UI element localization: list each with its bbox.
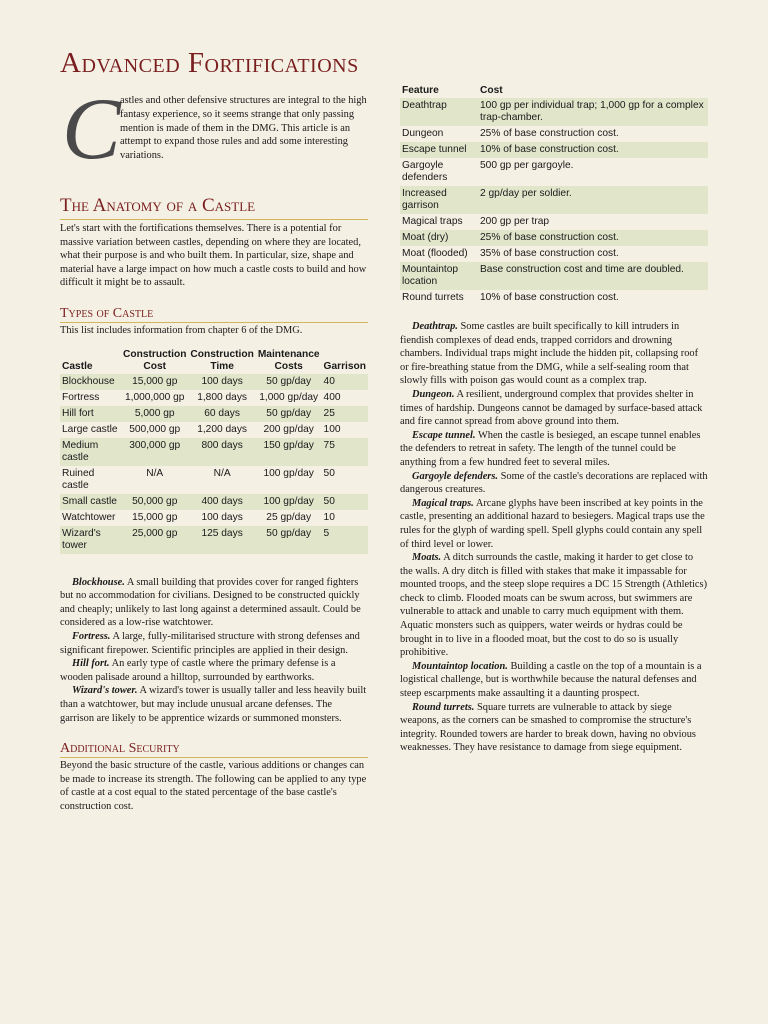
table-row [400,262,708,290]
table-row [400,98,708,126]
table-cell: 100 days [201,511,243,523]
table-header: Construction Cost [123,348,187,372]
table-cell: Wizard's tower [60,526,121,554]
table-row [400,214,708,230]
table-cell: 10% of base construction cost. [478,142,708,158]
table-row [60,422,368,438]
table-cell: N/A [146,467,164,479]
table-cell: Ruined castle [62,467,95,491]
castle-types-table [60,348,368,554]
table-cell: 5 [322,526,368,554]
table-cell: 300,000 gp [121,438,188,466]
table-cell: 150 gp/day [256,438,322,466]
table-header: Castle [62,360,93,372]
table-row [400,186,708,214]
page-title: Advanced Fortifications [60,47,359,79]
table-header: Cost [480,85,503,96]
table-cell: Blockhouse [60,374,121,390]
table-row [60,406,368,422]
table-cell: Small castle [60,494,121,510]
table-cell: Large castle [62,423,118,435]
table-header: Construction Time [190,348,254,372]
table-cell: 800 days [188,438,255,466]
table-cell: 400 [323,391,341,403]
table-cell: 50 gp/day [256,526,322,554]
types-paragraph: This list includes information from chapter 6 of the DMG. [60,324,303,336]
drop-cap: C [62,81,121,178]
table-cell: 125 days [188,526,255,554]
table-cell: 25,000 gp [121,526,188,554]
intro-block [60,81,368,178]
table-cell: 25 [322,406,368,422]
castle-desc: Fortress. A large, fully-militarised structure with strong defenses and significant firepower. Scientific principles are applied in their design. [60,630,360,656]
feature-desc: Escape tunnel. When the castle is besieged, an escape tunnel enables the defenders to retreat in safety. The length of the tunnel could be anything from a few hundred feet to several miles. [400,429,701,468]
table-cell: 1,000,000 gp [124,391,185,403]
table-cell: Hill fort [60,406,121,422]
table-cell: 25% of base construction cost. [480,128,619,139]
castle-desc: Wizard's tower. A wizard's tower is usually taller and less heavily built than a watchtower, but may include unusual arcane defenses. The garrison are likely to be apprentice wizards or summoned monsters. [60,685,367,724]
table-cell: Mountaintop location [400,262,478,290]
table-cell: Magical traps [402,216,463,227]
table-cell: Medium castle [60,438,121,466]
table-cell: 100 gp/day [263,467,314,479]
table-header-row [400,84,708,98]
table-cell: 15,000 gp [121,374,188,390]
table-row [400,246,708,262]
subheading-security: Additional Security [60,741,368,758]
table-cell: 1,000 gp/day [259,391,319,403]
table-cell: 1,800 days [197,391,248,403]
feature-desc: Round turrets. Square turrets are vulnerable to attack by siege weapons, as the corners can be smashed to compromise the structure's integrity. Rounded towers are harder to break down, having no obvious weaknesses. They have resistance to damage from siege equipment. [400,701,696,754]
subheading-types: Types of Castle [60,306,368,323]
table-cell: 10% of base construction cost. [480,292,619,303]
table-row [400,126,708,142]
table-row [60,466,368,494]
table-cell: 15,000 gp [132,511,178,523]
table-cell: 25% of base construction cost. [478,230,708,246]
table-cell: 75 [322,438,368,466]
table-cell: 50 [323,467,335,479]
table-cell: 100 gp/day [256,494,322,510]
table-cell: 500,000 gp [129,423,181,435]
castle-descriptions [60,576,368,726]
table-cell: 100 days [188,374,255,390]
table-cell: 50,000 gp [121,494,188,510]
table-header: Feature [402,85,439,96]
table-cell: 50 gp/day [256,406,322,422]
table-row [400,230,708,246]
feature-desc: Moats. A ditch surrounds the castle, making it harder to get close to the walls. A dry ditch is filled with stakes that make it impassable for mounted troops, and the steep slope requires a DC 15 Strength (Athletics) check to climb. Flooded moats can be swum across, but swimmers are vulnerable to attack and unable to carry much equipment with them. Aquatic monsters such as quippers, water weirds or hydras could be brought in to live in a flooded moat, but the cost to do so is usually prohibitive. [400,552,708,659]
table-header: Garrison [323,360,366,372]
table-cell: 500 gp per gargoyle. [480,160,574,171]
table-row [60,510,368,526]
features-table [400,84,708,306]
castle-desc: Hill fort. An early type of castle where the primary defense is a wooden palisade around a hilltop, surrounded by earthworks. [60,658,336,683]
table-cell: 2 gp/day per soldier. [478,186,708,214]
table-cell: Moat (flooded) [402,248,468,259]
table-cell: 25 gp/day [266,511,312,523]
security-paragraph: Beyond the basic structure of the castle, various additions or changes can be made to increase its strength. The following can be applied to any type of castle at a cost equal to the stated percentage of the base castle's construction cost. [60,760,367,812]
table-cell: Round turrets [402,292,464,303]
table-cell: Deathtrap [400,98,478,126]
table-cell: 10 [323,511,335,523]
feature-descriptions [400,320,708,755]
table-cell: 400 days [188,494,255,510]
section-heading-anatomy: The Anatomy of a Castle [60,194,368,220]
table-cell: N/A [213,467,231,479]
table-cell: 5,000 gp [121,406,188,422]
table-row [60,374,368,390]
table-header-row [60,348,368,374]
table-cell: 100 [323,423,341,435]
table-cell: Base construction cost and time are doubled. [478,262,708,290]
feature-desc: Dungeon. A resilient, underground complex that provides shelter in times of hardship. Dungeons cannot be damaged by surface-based attack and fire cannot spread from above ground into them. [400,388,703,428]
table-header: Maintenance Costs [257,348,320,372]
table-row [60,526,368,554]
anatomy-paragraph: Let's start with the fortifications themselves. There is a potential for massive variation between castles, depending on where they are located, what their purpose is and who built them. In particular, size, shape and material have a large impact on how much a castle costs to build and how difficult it might be to assault. [60,223,367,289]
table-row [60,438,368,466]
table-cell: 1,200 days [197,423,248,435]
table-row [60,390,368,406]
table-cell: 50 [322,494,368,510]
table-cell: 100 gp per individual trap; 1,000 gp for a complex trap-chamber. [478,98,708,126]
table-row [400,290,708,306]
table-row [400,158,708,186]
left-column [60,81,368,813]
table-cell: Dungeon [402,128,444,139]
feature-desc: Deathtrap. Some castles are built specifically to kill intruders in fiendish complexes of dead ends, trapped corridors and drowning chambers. Individual traps might include the hidden pit, collapsing roof or fire-breathing statue from the DMG, while a self-sealing room that slowly fills with poison gas would count as a complex trap. [400,321,699,387]
table-cell: 200 gp/day [263,423,314,435]
table-cell: 60 days [188,406,255,422]
table-cell: 200 gp per trap [480,216,550,227]
table-cell: 40 [322,374,368,390]
table-row [60,494,368,510]
table-cell: 50 gp/day [256,374,322,390]
table-row [400,142,708,158]
table-cell: Escape tunnel [400,142,478,158]
castle-desc: Blockhouse. A small building that provides cover for ranged fighters but no accommodation for civilians. Designed to be constructed quickly and cheaply; unlikely to last long against a determined assault. Could be considered as a low-rise watchtower. [60,576,361,629]
feature-desc: Magical traps. Arcane glyphs have been inscribed at key points in the castle, presenting an additional hazard to besiegers. Magical traps use the rules for the glyph of warding spell. Spell glyphs could contain any spell of third level or lower. [400,497,705,550]
table-cell: Watchtower [62,511,116,523]
table-cell: Fortress [62,391,100,403]
feature-desc: Mountaintop location. Building a castle on the top of a mountain is a logistical challenge, but is worthwhile because the natural defenses and steep escarpments make assaulting it a daunting prospect. [400,660,702,700]
intro-paragraph: astles and other defensive structures are integral to the high fantasy experience, so it seems strange that only passing mention is made of them in the DMG. This article is an attempt to expand those rules and add some interesting variations. [120,95,367,161]
table-cell: Increased garrison [400,186,478,214]
right-column [400,84,708,755]
table-cell: Gargoyle defenders [402,160,448,183]
table-cell: Moat (dry) [400,230,478,246]
feature-desc: Gargoyle defenders. Some of the castle's decorations are replaced with dangerous creatures. [400,470,708,496]
table-cell: 35% of base construction cost. [480,248,619,259]
